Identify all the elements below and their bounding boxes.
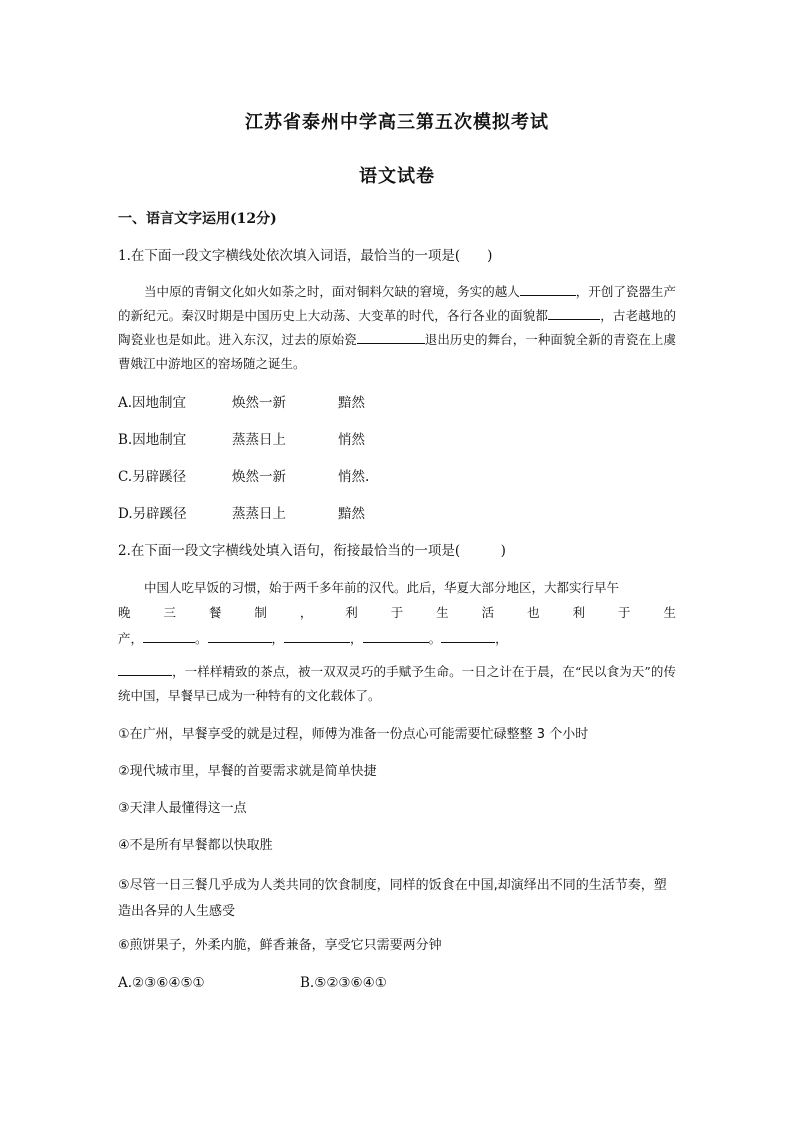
- passage-text: ，: [350, 631, 363, 646]
- passage-text: ，: [271, 631, 285, 646]
- passage-char: 三: [163, 605, 176, 620]
- question-2-passage-line-3: [118, 628, 676, 648]
- option-row: [118, 431, 678, 449]
- passage-text: ，: [495, 631, 508, 646]
- passage-char: 于: [617, 605, 631, 620]
- passage-text: 产，: [118, 631, 144, 646]
- question-2-passage-line-4: [118, 660, 676, 708]
- option-label: D.另辟蹊径: [118, 506, 187, 522]
- passage-text: 中国人吃早饭的习惯，始于两千多年前的汉代。此后，华夏大部分地区，大都实行早午: [144, 580, 620, 595]
- passage-text: 当中原的青铜文化如火如荼之时，面对铜料欠缺的窘境，务实的越人: [144, 284, 520, 299]
- option-word: 蒸蒸日上: [232, 506, 286, 522]
- option-word: 蒸蒸日上: [232, 432, 286, 448]
- passage-char: 制: [254, 605, 267, 620]
- fill-blank-b: [208, 628, 272, 643]
- option-row: [118, 505, 678, 523]
- fill-blank-1: [520, 281, 576, 296]
- passage-char: 生: [436, 605, 449, 620]
- option-label: A.因地制宜: [118, 395, 187, 411]
- fill-blank-d: [363, 628, 429, 643]
- question-1-passage: [118, 280, 676, 376]
- option-word: 黯然: [338, 506, 365, 522]
- passage-text: 退出历史的舞台，一种面貌全新的青瓷在上虞曹娥江中游地区的窑场随之诞生。: [118, 332, 676, 371]
- fill-blank-3: [357, 329, 425, 344]
- statement-4: ④不是所有早餐都以快取胜: [118, 838, 273, 853]
- passage-text: ，古老越地的陶瓷业也是如此。进入东汉，过去的原始瓷: [118, 308, 676, 347]
- passage-char: 餐: [208, 605, 222, 620]
- passage-text: 。: [428, 631, 442, 646]
- statement-5: ⑤尽管一日三餐几乎成为人类共同的饮食制度，同样的饭食在中国,却演绎出不同的生活节奏，塑造出各异的人生感受: [118, 878, 667, 919]
- option-a: A.②③⑥④⑤①: [118, 975, 205, 991]
- statement-3: ③天津人最懂得这一点: [118, 801, 247, 816]
- passage-char: ，: [299, 605, 313, 620]
- option-row: [118, 468, 678, 486]
- fill-blank-2: [548, 305, 600, 320]
- statement-2: ②现代城市里，早餐的首要需求就是简单快捷: [118, 764, 377, 779]
- fill-blank-c: [284, 628, 350, 643]
- fill-blank-e: [441, 628, 495, 643]
- option-word: 黯然: [338, 395, 365, 411]
- passage-char: 活: [481, 605, 495, 620]
- passage-char: 也: [527, 605, 540, 620]
- statement-1: ①在广州，早餐享受的就是过程，师傅为准备一份点心可能需要忙碌整整 3 个小时: [118, 727, 589, 742]
- passage-char: 利: [345, 605, 358, 620]
- option-word: 悄然.: [338, 469, 370, 485]
- passage-text: ，一样样精致的茶点，被一双双灵巧的手赋予生命。一日之计在于晨，在“民以食为天”的传统中国，早餐早已成为一种特有的文化载体了。: [118, 664, 676, 703]
- passage-char: 利: [572, 605, 586, 620]
- passage-text: 。: [195, 631, 208, 646]
- question-2-passage-line-1: [118, 576, 676, 600]
- fill-blank-f: [118, 661, 172, 676]
- option-word: 焕然一新: [232, 395, 286, 411]
- passage-char: 晚: [118, 605, 131, 620]
- fill-blank-a: [143, 628, 195, 643]
- option-label: B.因地制宜: [118, 432, 187, 448]
- option-row: [118, 394, 678, 412]
- question-2-stem: 2.在下面一段文字横线处填入语句，衔接最恰当的一项是( ): [118, 543, 506, 559]
- question-1-stem: 1.在下面一段文字横线处依次填入词语，最恰当的一项是( ): [118, 248, 493, 264]
- option-b: B.⑤②③⑥④①: [300, 975, 387, 991]
- question-2-options: [118, 974, 678, 992]
- option-label: C.另辟蹊径: [118, 469, 187, 485]
- exam-title: 江苏省泰州中学高三第五次模拟考试: [245, 112, 549, 133]
- section-heading: 一、语言文字运用(12分): [118, 211, 277, 227]
- passage-text: ，开创了瓷器生产的新纪元。秦汉时期是中国历史上大动荡、大变革的时代，各行各业的面貌都: [118, 284, 676, 323]
- statement-6: ⑥煎饼果子，外柔内脆，鲜香兼备，享受它只需要两分钟: [118, 938, 442, 953]
- paper-subtitle: 语文试卷: [359, 166, 435, 187]
- question-2-passage-line-2: [118, 604, 676, 622]
- option-word: 焕然一新: [232, 469, 286, 485]
- option-word: 悄然: [338, 432, 365, 448]
- passage-char: 于: [390, 605, 404, 620]
- passage-char: 生: [663, 605, 676, 620]
